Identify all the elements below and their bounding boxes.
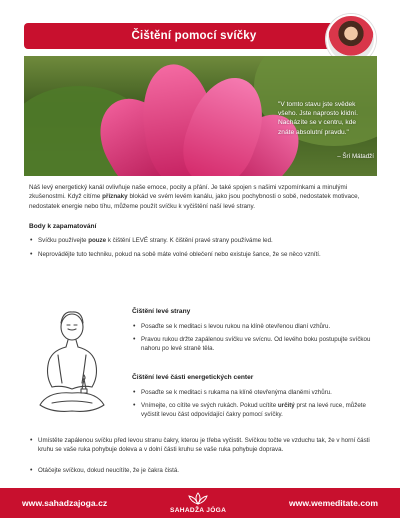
footer-link-wemeditate[interactable]: www.wemeditate.com xyxy=(289,498,378,508)
left-side-list xyxy=(132,322,372,353)
remember-list xyxy=(29,236,374,259)
remember-heading: Body k zapamatování xyxy=(29,223,97,230)
meditation-figure-illustration xyxy=(22,305,122,423)
title-bar xyxy=(24,23,364,49)
left-center-list xyxy=(132,388,372,419)
list-item: • Svíčku používejte pouze k čištění LEVÉ strany. K čištění pravé strany používáme led. xyxy=(29,236,374,245)
left-center-heading: Čištění levé části energetických center xyxy=(132,374,254,381)
lotus-icon xyxy=(187,492,209,506)
sahaja-yoga-logo xyxy=(170,492,226,514)
footer-link-sahadzajoga[interactable]: www.sahadzajoga.cz xyxy=(22,498,108,508)
left-side-heading: Čištění levé strany xyxy=(132,308,191,315)
list-item: • Posaďte se k meditaci s rukama na klíně otevřenýma dlaněmi vzhůru. xyxy=(132,388,372,397)
list-item: • Otáčejte svíčkou, dokud neucítíte, že je čakra čistá. xyxy=(29,466,374,475)
steps-list xyxy=(29,436,374,475)
intro-paragraph: Náš levý energetický kanál ovlivňuje naše emoce, pocity a přání. Je také spojen s našimi vzpomínkami a minulými zkušenostmi. Když cítíme příznaky blokád ve svém levém kanálu, jako jsou pochybnosti o sobě, nedostatek motivace, nedostatek energie nebo tíhu, můžeme použít svíčku k vyčištění naší levé strany. xyxy=(29,184,360,210)
list-item: • Pravou rukou držte zapálenou svíčku ve svícnu. Od levého boku postupujte svíčkou nahoru po levé straně těla. xyxy=(132,335,372,353)
hero-quote: "V tomto stavu jste svědek všeho. Jste naprosto klidní. Nacházíte se v centru, kde znáte absolutní pravdu." xyxy=(278,101,358,136)
list-item: • Neprovádějte tuto techniku, pokud na sobě máte volné oblečení nebo existuje šance, že se něco vznítí. xyxy=(29,250,374,259)
list-item: • Umístěte zapálenou svíčku před levou stranu čakry, kterou je třeba vyčistit. Svíčkou točte ve vzduchu tak, že v horní části kruhu se vaše ruka pohybuje doleva a v dolní části kruhu se vaše ruka pohybuje doprava. xyxy=(29,436,374,454)
list-item: • Vnímejte, co cítíte ve svých rukách. Pokud ucítíte určitý prst na levé ruce, můžete vyčistit levou část odpovídající čakry pomocí svíčky. xyxy=(132,401,372,419)
list-item: • Posaďte se k meditaci s levou rukou na klíně otevřenou dlaní vzhůru. xyxy=(132,322,372,331)
page-title: Čištění pomocí svíčky xyxy=(131,30,257,42)
quote-author: – Šrí Mátadží xyxy=(337,153,374,160)
footer xyxy=(0,488,400,518)
logo-text: SAHADŽA JÓGA xyxy=(170,507,227,514)
hero-image xyxy=(24,56,377,176)
